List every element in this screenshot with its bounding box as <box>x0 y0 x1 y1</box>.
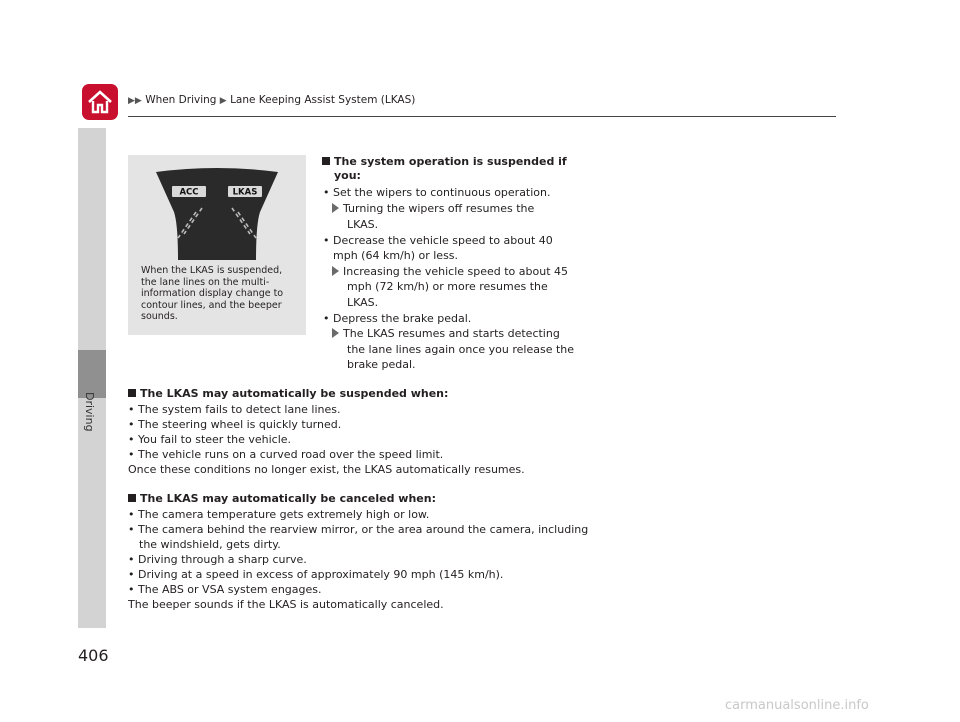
list-item: the windshield, gets dirty. <box>139 538 281 551</box>
list-item: • Set the wipers to continuous operation. <box>323 186 551 199</box>
list-item: • The camera behind the rearview mirror, or the area around the camera, including <box>128 523 589 536</box>
list-item: mph (72 km/h) or more resumes the <box>347 280 548 293</box>
acc-indicator: ACC <box>179 187 199 198</box>
list-item: • Driving through a sharp curve. <box>128 553 307 566</box>
result-arrow-icon <box>332 328 339 338</box>
paragraph: The beeper sounds if the LKAS is automatically canceled. <box>128 598 444 611</box>
bullet-square-icon <box>128 494 136 502</box>
mid-display-illustration <box>152 164 282 260</box>
lkas-indicator: LKAS <box>232 187 258 198</box>
list-item: • Driving at a speed in excess of approximately 90 mph (145 km/h). <box>128 568 504 581</box>
list-item: • The vehicle runs on a curved road over the speed limit. <box>128 448 444 461</box>
list-item: mph (64 km/h) or less. <box>333 249 459 262</box>
list-item: brake pedal. <box>347 358 416 371</box>
list-item: • You fail to steer the vehicle. <box>128 433 292 446</box>
list-item: Turning the wipers off resumes the <box>332 201 534 216</box>
section1-heading: The system operation is suspended if you: <box>322 155 567 183</box>
list-item: • The system fails to detect lane lines. <box>128 403 341 416</box>
section2-heading: The LKAS may automatically be suspended when: <box>128 387 448 401</box>
result-arrow-icon <box>332 203 339 213</box>
side-tab-label: Driving <box>83 392 96 432</box>
list-item: Increasing the vehicle speed to about 45 <box>332 264 568 279</box>
breadcrumb-item-lkas[interactable]: Lane Keeping Assist System (LKAS) <box>230 94 416 106</box>
breadcrumb-item-when-driving[interactable]: When Driving <box>145 94 217 106</box>
breadcrumb-arrow-icon: ▶ <box>219 96 227 106</box>
home-icon <box>87 90 113 114</box>
list-item: LKAS. <box>347 218 379 231</box>
paragraph: Once these conditions no longer exist, the LKAS automatically resumes. <box>128 463 525 476</box>
list-item: The LKAS resumes and starts detecting <box>332 326 560 341</box>
list-item: • Decrease the vehicle speed to about 40 <box>323 234 553 247</box>
list-item: • The steering wheel is quickly turned. <box>128 418 342 431</box>
home-button[interactable] <box>82 84 118 120</box>
header-divider <box>128 116 836 117</box>
watermark: carmanualsonline.info <box>725 698 869 713</box>
list-item: • The ABS or VSA system engages. <box>128 583 322 596</box>
list-item: • Depress the brake pedal. <box>323 312 472 325</box>
bullet-square-icon <box>128 389 136 397</box>
result-arrow-icon <box>332 266 339 276</box>
bullet-square-icon <box>322 157 330 165</box>
page-number: 406 <box>78 646 109 665</box>
section3-heading: The LKAS may automatically be canceled when: <box>128 492 436 506</box>
figure-caption: When the LKAS is suspended, the lane lines on the multi- information display change to contour lines, and the beeper sounds. <box>141 265 284 322</box>
breadcrumb <box>128 94 415 106</box>
breadcrumb-arrow-icon: ▶▶ <box>128 96 142 106</box>
list-item: LKAS. <box>347 296 379 309</box>
side-tab-bar <box>78 128 106 628</box>
side-tab-marker <box>78 350 106 398</box>
list-item: the lane lines again once you release the <box>347 343 575 356</box>
list-item: • The camera temperature gets extremely high or low. <box>128 508 430 521</box>
